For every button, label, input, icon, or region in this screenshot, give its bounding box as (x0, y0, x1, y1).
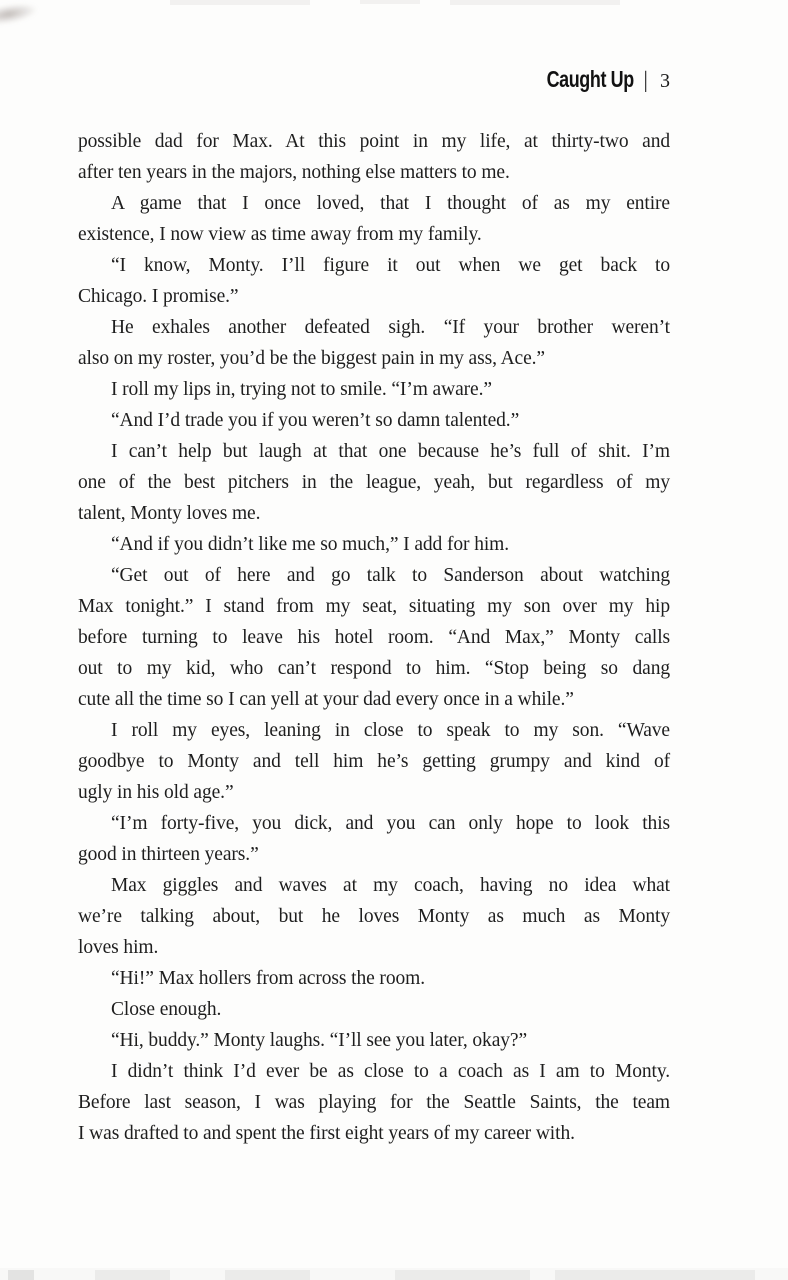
header-divider: | (643, 67, 648, 92)
text-line: Max giggles and waves at my coach, having no idea what (111, 875, 670, 896)
text-line: one of the best pitchers in the league, yeah, but regardless of my (78, 472, 670, 493)
scan-artifact (225, 1270, 310, 1280)
scan-artifact (395, 1270, 530, 1280)
text-line: cute all the time so I can yell at your dad every once in a while.” (78, 689, 574, 710)
text-line: “Get out of here and go talk to Sanderson about watching (111, 565, 670, 586)
text-line: we’re talking about, but he loves Monty as much as Monty (78, 906, 670, 927)
text-line: I was drafted to and spent the first eight years of my career with. (78, 1123, 575, 1144)
text-line: talent, Monty loves me. (78, 503, 261, 524)
text-line: A game that I once loved, that I thought of as my entire (111, 193, 670, 214)
scan-artifact (95, 1270, 170, 1280)
page-text (78, 126, 670, 1149)
text-line: I can’t help but laugh at that one because he’s full of shit. I’m (111, 441, 670, 462)
text-line: before turning to leave his hotel room. “And Max,” Monty calls (78, 627, 670, 648)
text-line: goodbye to Monty and tell him he’s getting grumpy and kind of (78, 751, 670, 772)
text-line: “I know, Monty. I’ll figure it out when we get back to (111, 255, 670, 276)
text-line: Close enough. (111, 999, 222, 1020)
text-line: existence, I now view as time away from my family. (78, 224, 482, 245)
text-line: after ten years in the majors, nothing else matters to me. (78, 162, 510, 183)
scan-artifact (170, 0, 310, 5)
scan-artifact (555, 1270, 755, 1280)
text-line: I roll my eyes, leaning in close to speak to my son. “Wave (111, 720, 670, 741)
text-line: “I’m forty-five, you dick, and you can only hope to look this (111, 813, 670, 834)
text-line: “Hi, buddy.” Monty laughs. “I’ll see you later, okay?” (111, 1030, 528, 1051)
book-title: Caught Up (546, 65, 634, 92)
text-line: “Hi!” Max hollers from across the room. (111, 968, 425, 989)
scan-artifact (450, 0, 620, 5)
page-number: 3 (660, 70, 670, 92)
running-head (522, 66, 670, 93)
scan-artifact (8, 1270, 34, 1280)
text-line: possible dad for Max. At this point in my life, at thirty-two and (78, 131, 670, 152)
scan-artifact (360, 0, 420, 4)
text-line: I roll my lips in, trying not to smile. “I’m aware.” (111, 379, 492, 400)
text-line: Max tonight.” I stand from my seat, situating my son over my hip (78, 596, 670, 617)
text-line: He exhales another defeated sigh. “If your brother weren’t (111, 317, 670, 338)
text-line: good in thirteen years.” (78, 844, 259, 865)
text-line: ugly in his old age.” (78, 782, 234, 803)
text-line: also on my roster, you’d be the biggest pain in my ass, Ace.” (78, 348, 545, 369)
scan-smudge-artifact (0, 0, 39, 26)
text-line: out to my kid, who can’t respond to him. “Stop being so dang (78, 658, 670, 679)
text-line: “And if you didn’t like me so much,” I add for him. (111, 534, 510, 555)
text-line: Chicago. I promise.” (78, 286, 239, 307)
text-line: I didn’t think I’d ever be as close to a coach as I am to Monty. (111, 1061, 670, 1082)
text-line: “And I’d trade you if you weren’t so damn talented.” (111, 410, 520, 431)
text-line: Before last season, I was playing for the Seattle Saints, the team (78, 1092, 670, 1113)
scan-artifact (0, 1268, 788, 1280)
text-line: loves him. (78, 937, 159, 958)
